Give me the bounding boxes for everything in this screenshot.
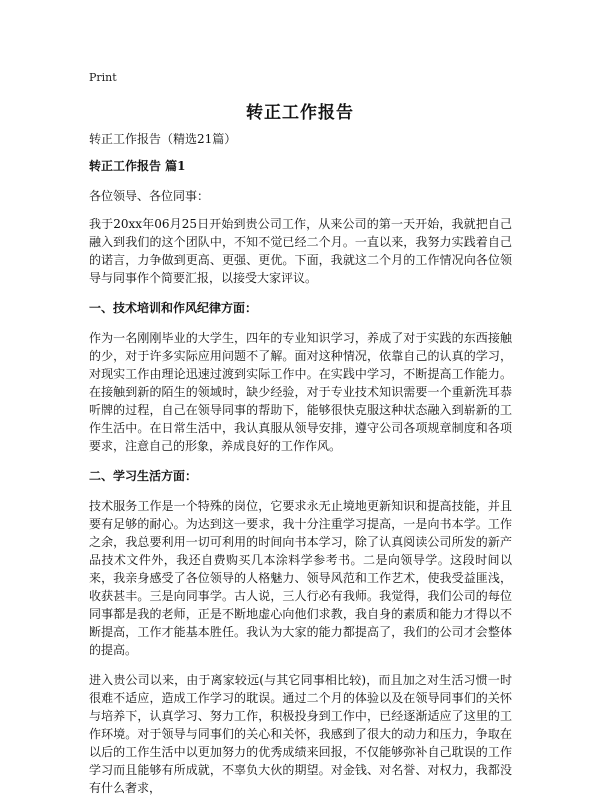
document-body	[89, 130, 512, 797]
heading-study-life: 二、学习生活方面：	[89, 469, 198, 483]
paragraph-study-life: 技术服务工作是一个特殊的岗位，它要求永无止境地更新知识和提高技能，并且要有足够的耐心。为达到这一要求，我十分注重学习提高，一是向书本学。工作之余，我总要利用一切可利用的时间向书本学习，除了认真阅读公司所发的新产品技术文件外，我还自费购买几本涂料学参考书。二是向领导学。这段时间以来，我亲身感受了各位领导的人格魅力、领导风范和工作艺术，使我受益匪浅，收获甚丰。三是向同事学。古人说，三人行必有我师。我觉得，我们公司的每位同事都是我的老师，正是不断地虚心向他们求教，我自身的素质和能力才得以不断提高，工作才能基本胜任。我认为大家的能力都提高了，我们的公司才会整体的提高。	[89, 499, 512, 657]
heading-technical-training: 一、技术培训和作风纪律方面：	[89, 301, 258, 315]
section-heading: 转正工作报告 篇1	[89, 159, 186, 173]
document-title: 转正工作报告	[246, 103, 354, 123]
paragraph-intro: 我于20xx年06月25日开始到贵公司工作，从来公司的第一天开始，我就把自己融入到我们的这个团队中，不知不觉已经二个月。一直以来，我努力实践着自己的诺言，力争做到更高、更强、更优。下面，我就这二个月的工作情况向各位领导与同事作个简要汇报，以接受大家评议。	[89, 217, 512, 285]
paragraph-adaptation: 进入贵公司以来，由于离家较远(与其它同事相比较)，而且加之对生活习惯一时很难不适应，造成工作学习的耽误。通过二个月的体验以及在领导同事们的关怀与培养下，认真学习、努力工作，积极投身到工作中，已经逐渐适应了这里的工作环境。对于领导与同事们的关心和关怀，我感到了很大的动力和压力，争取在以后的工作生活中以更加努力的优秀成绩来回报，不仅能够弥补自己耽误的工作学习而且能够有所成就，不辜负大伙的期望。对金钱、对名誉、对权力，我都没有什么奢求，	[89, 673, 512, 795]
paragraph-technical-training: 作为一名刚刚毕业的大学生，四年的专业知识学习，养成了对于实践的东西接触的少，对于许多实际应用问题不了解。面对这种情况，依靠自己的认真的学习，对现实工作由理论迅速过渡到实际工作中。在实践中学习，不断提高工作能力。在接触到新的陌生的领域时，缺少经验，对于专业技术知识需要一个重新洗耳恭听牌的过程，自己在领导同事的帮助下，能够很快克服这种状态融入到崭新的工作生活中。在日常生活中，我认真服从领导安排，遵守公司各项规章制度和各项要求，注意自己的形象，养成良好的工作作风。	[89, 331, 512, 453]
print-label[interactable]: Print	[89, 71, 117, 84]
document-subtitle: 转正工作报告（精选21篇）	[89, 132, 237, 146]
salutation: 各位领导、各位同事：	[89, 189, 210, 203]
